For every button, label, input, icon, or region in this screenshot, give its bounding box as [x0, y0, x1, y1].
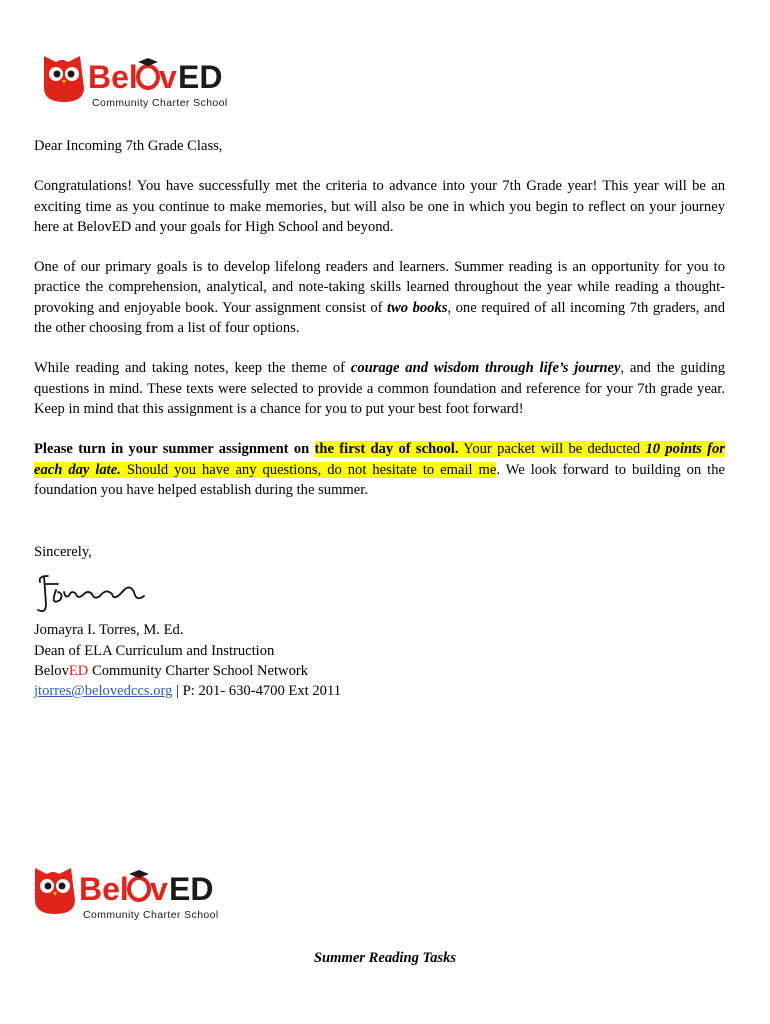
logo-word-c: ED: [178, 59, 223, 95]
school-logo-bottom: [33, 860, 219, 922]
deadline-lead: Please turn in your summer assignment on: [34, 441, 315, 458]
handwritten-signature: [34, 562, 725, 620]
logo-word-a: Bel: [88, 59, 138, 95]
logo-subtitle: Community Charter School: [92, 97, 228, 109]
logo-owl-letter-o: [138, 58, 158, 88]
letter-body: [34, 136, 725, 702]
signer-title: Dean of ELA Curriculum and Instruction: [34, 642, 275, 659]
greeting: Dear Incoming 7th Grade Class,: [34, 138, 223, 154]
paragraph-deadline: Please turn in your summer assignment on the first day of school. Your packet will be deducted 10 points for each day late. Should you have any questions, do not hesitate to email me. We look forward to building on the foundation you have helped establish during the summer.: [34, 441, 725, 498]
emphasis-theme: courage and wisdom through life’s journey: [350, 360, 621, 377]
highlight-first-day: the first day of school.: [314, 441, 459, 458]
owl-icon: [35, 868, 75, 914]
section-title: Summer Reading Tasks: [313, 950, 457, 966]
contact-line: [34, 681, 725, 701]
emphasis-two-books: two books: [387, 299, 448, 316]
highlight-points: 10 points for each day late.: [34, 441, 725, 478]
logo-word-c: ED: [169, 871, 214, 907]
phone-number: | P: 201- 630-4700 Ext 2011: [172, 683, 341, 700]
email-link[interactable]: jtorres@belovedccs.org: [34, 683, 173, 700]
owl-icon: [44, 56, 84, 102]
school-logo: [42, 48, 228, 110]
logo-owl-letter-o: [129, 870, 149, 900]
signer-organization: BelovED Community Charter School Network: [34, 663, 309, 680]
paragraph-theme: While reading and taking notes, keep the theme of courage and wisdom through life’s journey, and the guiding questions in mind. These texts were selected to provide a common foundation and reference for your 7th grade year. Keep in mind that this assignment is a chance for you to put your best foot forward!: [34, 360, 726, 417]
logo-word-a: Bel: [79, 871, 129, 907]
signer-name: Jomayra I. Torres, M. Ed.: [34, 622, 184, 639]
paragraph-congratulations: Congratulations! You have successfully met the criteria to advance into your 7th Grade year! This year will be an exciting time as you continue to make memories, but will also be one in which you begin to reflect on your journey here at BelovED and your goals for High School and beyond.: [34, 178, 725, 235]
logo-subtitle: Community Charter School: [83, 909, 219, 921]
logo-word-b: v: [150, 871, 168, 907]
closing: Sincerely,: [34, 544, 92, 561]
logo-word-b: v: [159, 59, 177, 95]
paragraph-goals: One of our primary goals is to develop lifelong readers and learners. Summer reading is an opportunity for you to practice the comprehension, analytical, and note-taking skills learned throughout the year while reading a thought-provoking and enjoyable book. Your assignment consist of two books, one required of all incoming 7th graders, and the other choosing from a list of four options.: [34, 259, 726, 337]
